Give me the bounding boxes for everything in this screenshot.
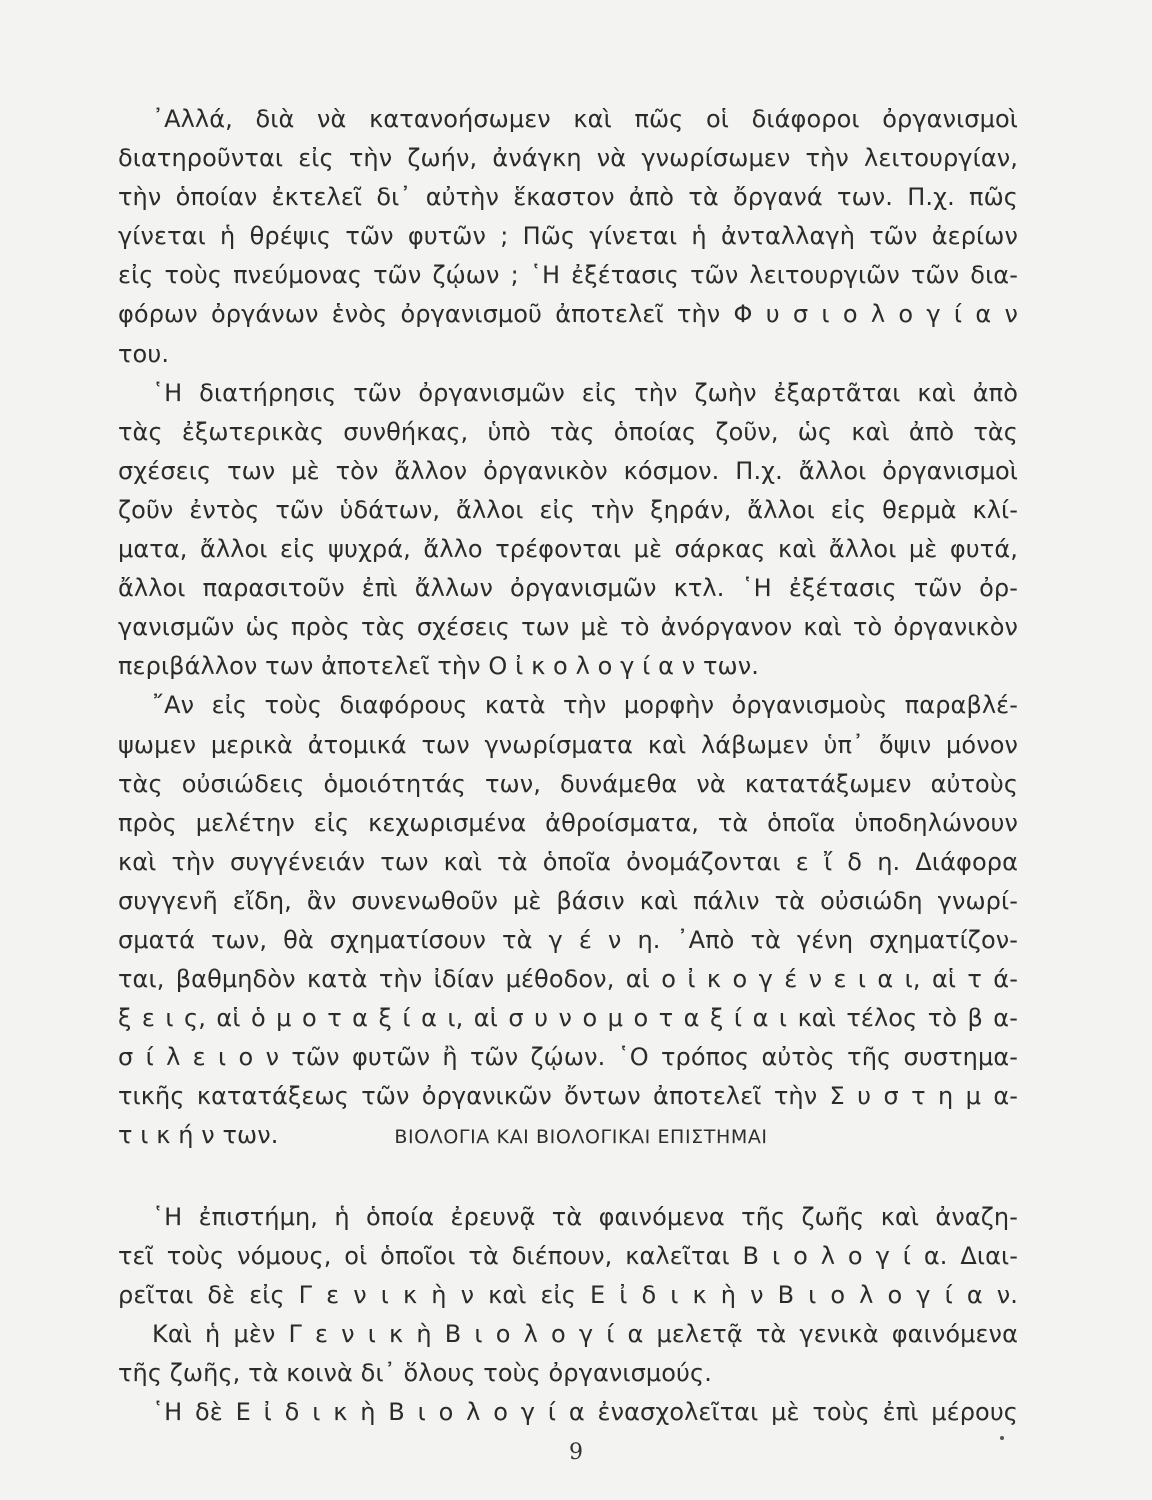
section-heading: ΒΙΟΛΟΓΙΑ ΚΑΙ ΒΙΟΛΟΓΙΚΑΙ ΕΠΙΣΤΗΜΑΙ [394, 1126, 768, 1148]
text-line: του. [118, 339, 170, 368]
text-line: περιβάλλον των ἀποτελεῖ τὴν Ο ἰ κ ο λ ο γ ί α ν των. [118, 652, 759, 681]
text-line: καὶ τὴν συγγένειάν των καὶ τὰ ὁποῖα ὀνομάζονται ε ἴ δ η. Διάφορα [118, 847, 1018, 876]
text-line: Καὶ ἡ μὲν Γ ε ν ι κ ὴ Β ι ο λ ο γ ί α μελετᾷ τὰ γενικὰ φαινόμενα [152, 1320, 1018, 1349]
section-heading-wrap [0, 1126, 1152, 1148]
text-line: διατηροῦνται εἰς τὴν ζωήν, ἀνάγκη νὰ γνωρίσωμεν τὴν λειτουργίαν, [118, 144, 1018, 173]
text-line: τ ι κ ή ν των. [118, 1121, 279, 1150]
text-line: εἰς τοὺς πνεύμονας τῶν ζῴων ; ῾Η ἐξέτασις τῶν λειτουργιῶν τῶν δια- [118, 261, 1018, 290]
text-line: ται, βαθμηδὸν κατὰ τὴν ἰδίαν μέθοδον, αἱ ο ἰ κ ο γ έ ν ε ι α ι, αἱ τ ά- [118, 965, 1018, 994]
text-line: ῾Η δὲ Ε ἰ δ ι κ ὴ Β ι ο λ ο γ ί α ἐνασχολεῖται μὲ τοὺς ἐπὶ μέρους [152, 1398, 1018, 1427]
text-line: τῆς ζωῆς, τὰ κοινὰ δι᾿ ὅλους τοὺς ὀργανισμούς. [118, 1359, 712, 1388]
second-text-block [118, 1198, 1018, 1433]
text-line: ᾿Αλλά, διὰ νὰ κατανοήσωμεν καὶ πῶς οἱ διάφοροι ὀργανισμοὶ [152, 105, 1018, 133]
main-text-block [118, 100, 1018, 1156]
text-line: σματά των, θὰ σχηματίσουν τὰ γ έ ν η. ᾿Απὸ τὰ γένη σχηματίζον- [118, 925, 1018, 954]
text-line: συγγενῆ εἴδη, ἂν συνενωθοῦν μὲ βάσιν καὶ πάλιν τὰ οὐσιώδη γνωρί- [118, 886, 1018, 915]
text-line: τικῆς κατατάξεως τῶν ὀργανικῶν ὄντων ἀποτελεῖ τὴν Σ υ σ τ η μ α- [118, 1082, 1018, 1111]
text-line: τὰς ἐξωτερικὰς συνθήκας, ὑπὸ τὰς ὁποίας ζοῦν, ὡς καὶ ἀπὸ τὰς [118, 417, 1018, 446]
text-line: φόρων ὀργάνων ἑνὸς ὀργανισμοῦ ἀποτελεῖ τὴν Φ υ σ ι ο λ ο γ ί α ν [118, 300, 1018, 329]
text-line: ματα, ἄλλοι εἰς ψυχρά, ἄλλο τρέφονται μὲ σάρκας καὶ ἄλλοι μὲ φυτά, [118, 535, 1018, 564]
text-line: τὴν ὁποίαν ἐκτελεῖ δι᾿ αὐτὴν ἕκαστον ἀπὸ τὰ ὄργανά των. Π.χ. πῶς [118, 183, 1018, 212]
text-line: ξ ε ι ς, αἱ ὁ μ ο τ α ξ ί α ι, αἱ σ υ ν ο μ ο τ α ξ ί α ι καὶ τέλος τὸ β α- [118, 1004, 1018, 1033]
text-line: τὰς οὐσιώδεις ὁμοιότητάς των, δυνάμεθα νὰ κατατάξωμεν αὐτοὺς [118, 769, 1018, 798]
text-line: ψωμεν μερικὰ ἀτομικά των γνωρίσματα καὶ λάβωμεν ὑπ᾿ ὄψιν μόνον [118, 730, 1018, 759]
text-line: γανισμῶν ὡς πρὸς τὰς σχέσεις των μὲ τὸ ἀνόργανον καὶ τὸ ὀργανικὸν [118, 613, 1018, 642]
text-line: ῎Αν εἰς τοὺς διαφόρους κατὰ τὴν μορφὴν ὀργανισμοὺς παραβλέ- [152, 691, 1018, 720]
text-line: γίνεται ἡ θρέψις τῶν φυτῶν ; Πῶς γίνεται ἡ ἀνταλλαγὴ τῶν ἀερίων [118, 222, 1018, 251]
text-line: σχέσεις των μὲ τὸν ἄλλον ὀργανικὸν κόσμον. Π.χ. ἄλλοι ὀργανισμοὶ [118, 456, 1018, 485]
text-line: ῾Η διατήρησις τῶν ὀργανισμῶν εἰς τὴν ζωὴν ἐξαρτᾶται καὶ ἀπὸ [152, 378, 1018, 407]
text-line: ζοῦν ἐντὸς τῶν ὑδάτων, ἄλλοι εἰς τὴν ξηράν, ἄλλοι εἰς θερμὰ κλί- [118, 495, 1018, 524]
text-line: ρεῖται δὲ εἰς Γ ε ν ι κ ὴ ν καὶ εἰς Ε ἰ δ ι κ ὴ ν Β ι ο λ ο γ ί α ν. [118, 1281, 1018, 1310]
text-line: σ ί λ ε ι ο ν τῶν φυτῶν ἢ τῶν ζῴων. ῾Ο τρόπος αὐτὸς τῆς συστημα- [118, 1043, 1018, 1072]
page-number: 9 [569, 1440, 583, 1465]
text-line: ἄλλοι παρασιτοῦν ἐπὶ ἄλλων ὀργανισμῶν κτλ. ῾Η ἐξέτασις τῶν ὀρ- [118, 574, 1018, 603]
text-line: πρὸς μελέτην εἰς κεχωρισμένα ἀθροίσματα, τὰ ὁποῖα ὑποδηλώνουν [118, 808, 1018, 837]
text-line: ῾Η ἐπιστήμη, ἡ ὁποία ἐρευνᾷ τὰ φαινόμενα τῆς ζωῆς καὶ ἀναζη- [152, 1203, 1018, 1231]
text-line: τεῖ τοὺς νόμους, οἱ ὁποῖοι τὰ διέπουν, καλεῖται Β ι ο λ ο γ ί α. Διαι- [118, 1242, 1018, 1271]
